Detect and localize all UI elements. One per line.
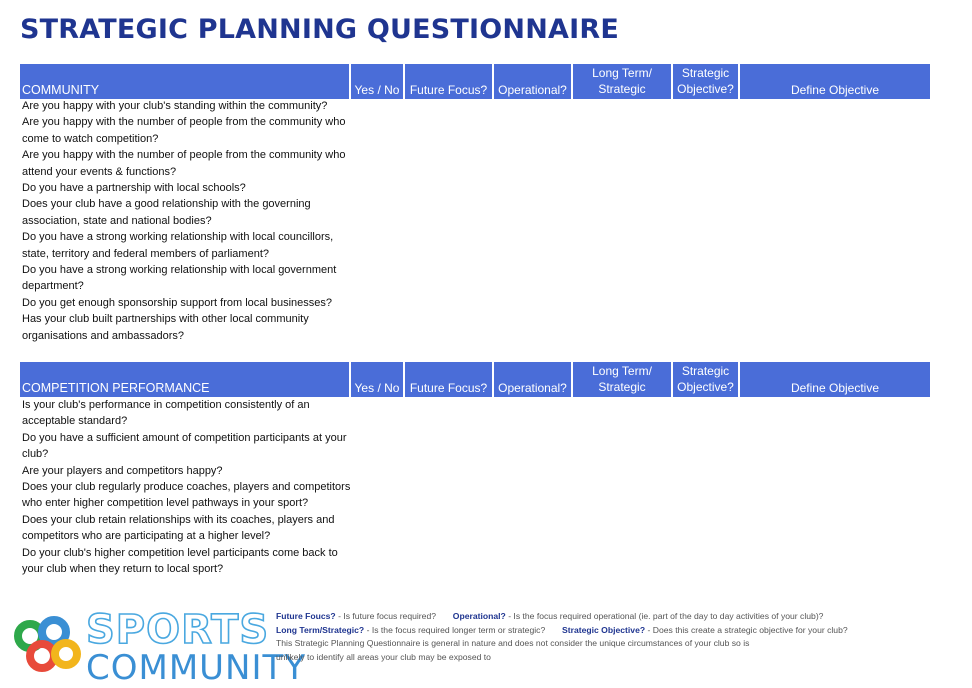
list-item: Do you have a partnership with local schools? — [22, 182, 246, 195]
logo-text-sports: SPORTS — [86, 607, 270, 653]
footer — [0, 604, 972, 688]
disclaimer-line-1: This Strategic Planning Questionnaire is general in nature and does not consider the unique circumstances of your club so is — [276, 638, 750, 648]
col-long-term-line1: Long Term/ — [592, 66, 652, 80]
col-long-term-line2: Strategic — [598, 380, 646, 394]
logo-people-icon — [14, 612, 84, 676]
page-title: STRATEGIC PLANNING QUESTIONNAIRE — [20, 14, 619, 45]
question-list-community — [22, 98, 357, 344]
legend-line-2 — [276, 624, 966, 638]
col-long-term — [573, 64, 673, 99]
legend-strategic-label: Strategic Objective? — [562, 624, 646, 635]
col-long-term-line2: Strategic — [598, 82, 646, 96]
col-long-term — [573, 362, 673, 397]
legend-longterm-label: Long Term/Strategic? — [276, 624, 365, 635]
legend-operational-label: Operational? — [452, 611, 506, 621]
legend-longterm-text: - Is the focus required longer term or strategic? — [366, 624, 546, 635]
col-strategic-line2: Objective? — [677, 380, 734, 394]
col-operational: Operational? — [494, 64, 573, 99]
list-item: Do you have a strong working relationship with local government department? — [22, 264, 337, 293]
legend — [276, 610, 966, 664]
list-item: Do your club's higher competition level participants come back to your club when they return to local sport? — [22, 546, 338, 576]
col-future-focus: Future Focus? — [405, 64, 494, 99]
col-define-objective: Define Objective — [740, 64, 930, 99]
list-item: Has your club built partnerships with other local community organisations and ambassadors? — [22, 313, 309, 342]
col-strategic-line1: Strategic — [681, 66, 730, 80]
section-heading: COMMUNITY — [20, 64, 351, 99]
col-strategic-objective — [673, 362, 740, 397]
list-item: Are your players and competitors happy? — [22, 464, 223, 477]
legend-strategic-text: - Does this create a strategic objective for your club? — [647, 624, 848, 635]
section-header-competition — [20, 362, 930, 397]
list-item: Does your club retain relationships with its coaches, players and competitors who are participating at a higher level? — [22, 513, 335, 543]
col-long-term-line1: Long Term/ — [592, 364, 652, 378]
section-heading: COMPETITION PERFORMANCE — [20, 362, 351, 397]
col-strategic-line2: Objective? — [677, 82, 734, 96]
col-operational: Operational? — [494, 362, 573, 397]
list-item: Are you happy with your club's standing within the community? — [22, 100, 328, 112]
legend-line-1 — [276, 610, 966, 624]
col-future-focus: Future Focus? — [405, 362, 494, 397]
legend-future-label: Future Foucs? — [276, 611, 336, 621]
col-define-objective: Define Objective — [740, 362, 930, 397]
logo-text-community: COMMUNITY — [86, 648, 307, 688]
legend-future-text: - Is future focus required? — [338, 611, 436, 621]
col-strategic-objective — [673, 64, 740, 99]
col-yes-no: Yes / No — [351, 362, 405, 397]
list-item: Are you happy with the number of people from the community who come to watch competition? — [22, 116, 346, 145]
question-list-competition — [22, 397, 357, 577]
list-item: Are you happy with the number of people from the community who attend your events & functions? — [22, 149, 346, 178]
col-strategic-line1: Strategic — [681, 364, 730, 378]
list-item: Do you get enough sponsorship support from local businesses? — [22, 296, 333, 309]
disclaimer-line-2: unlikely to identify all areas your club may be exposed to — [276, 651, 491, 662]
list-item: Does your club have a good relationship with the governing association, state and national bodies? — [22, 198, 311, 227]
list-item: Is your club's performance in competition consistently of an acceptable standard? — [22, 399, 310, 428]
section-header-community — [20, 64, 930, 99]
col-yes-no: Yes / No — [351, 64, 405, 99]
legend-operational-text: - Is the focus required operational (ie. part of the day to day activities of your club)? — [508, 611, 824, 621]
list-item: Do you have a strong working relationship with local councillors, state, territory and federal members of parliament? — [22, 231, 334, 260]
list-item: Do you have a sufficient amount of competition participants at your club? — [22, 431, 347, 461]
list-item: Does your club regularly produce coaches, players and competitors who enter higher competition level pathways in your sport? — [22, 481, 351, 510]
